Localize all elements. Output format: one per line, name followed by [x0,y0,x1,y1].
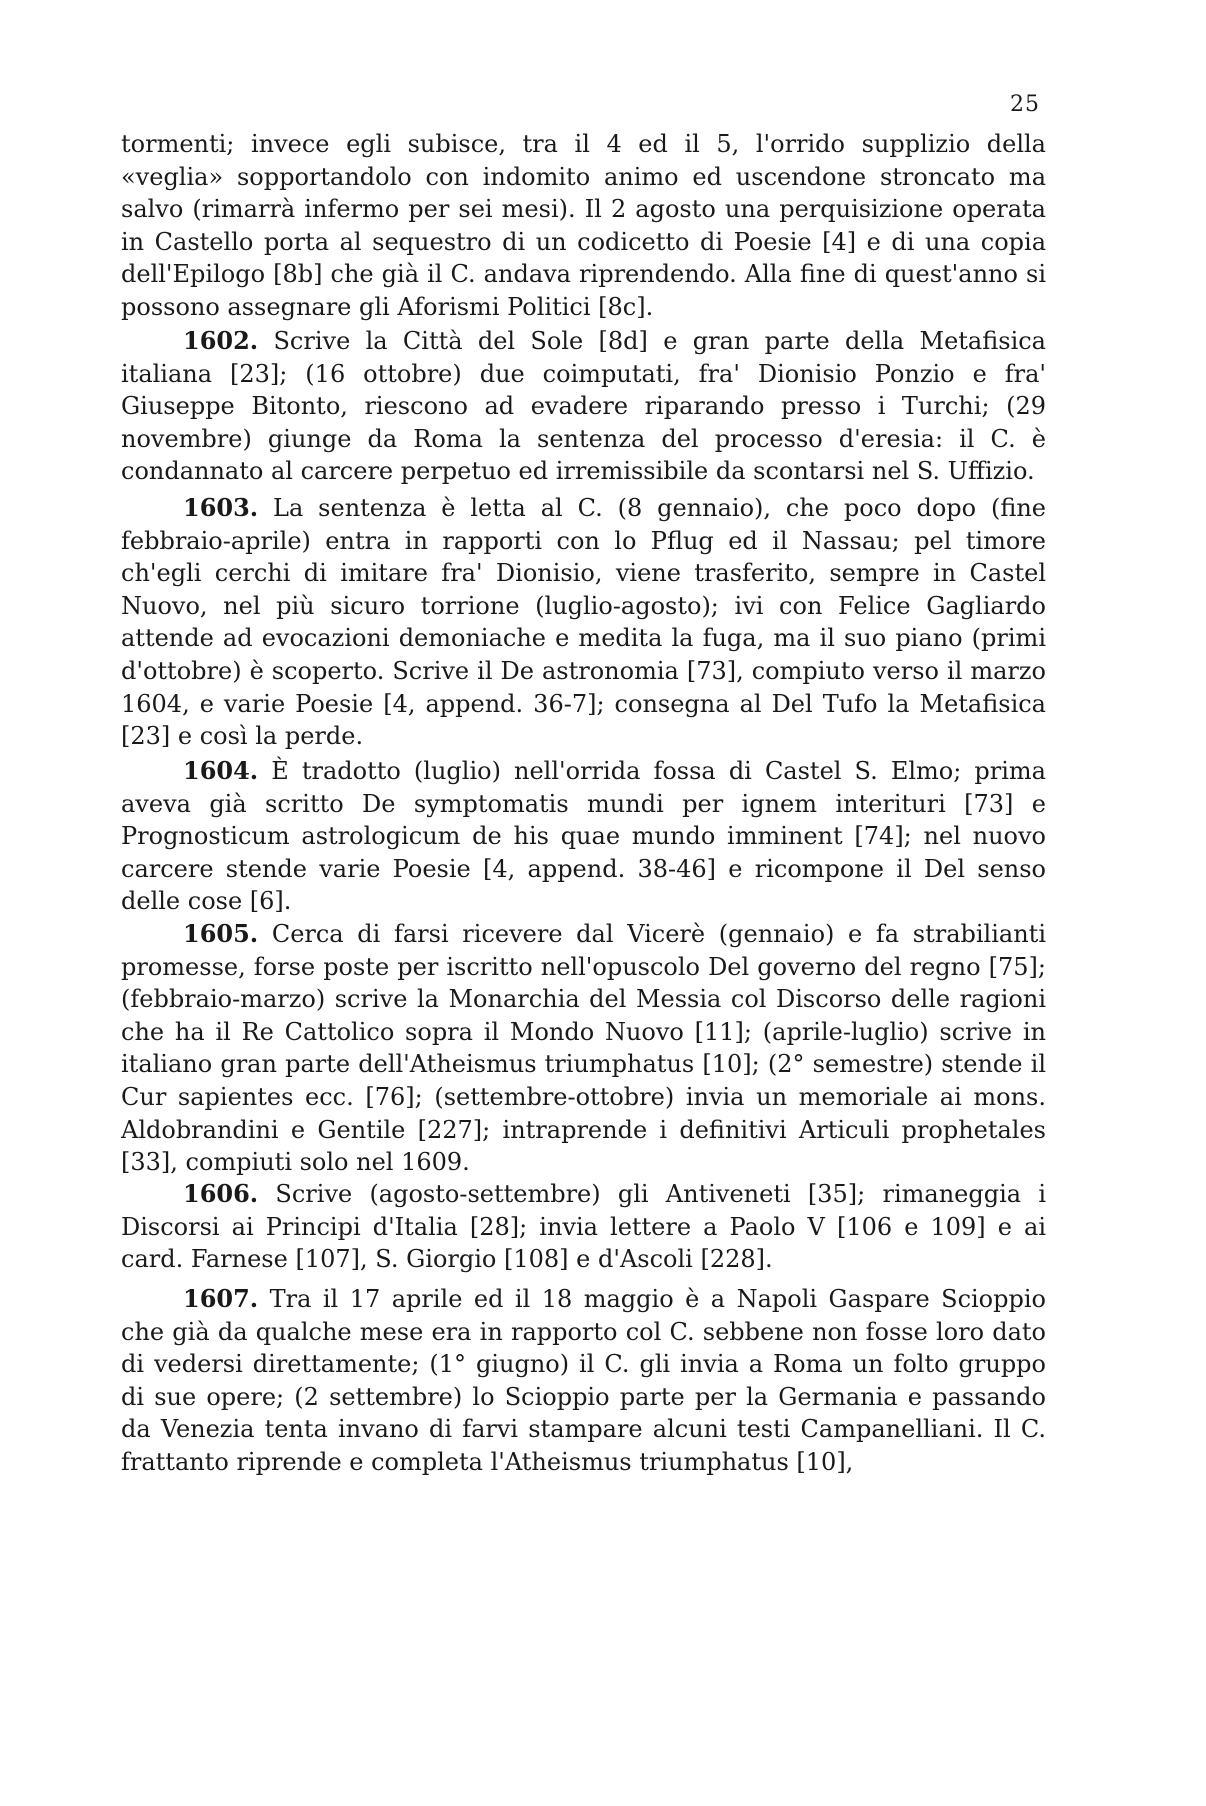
paragraph-text: È tradotto (luglio) nell'orrida fossa di Castel S. Elmo; prima aveva già scritto De symptomatis mundi per ignem interituri [73] e Prognosticum astrologicum de his quae mundo imminent [74]; nel nuovo carcere stende varie Poesie [4, append. 38-46] e ricompone il Del senso delle cose [6]. [121,757,1046,916]
paragraph-text: Cerca di farsi ricevere dal Vicerè (gennaio) e fa strabilianti promesse, forse poste per iscritto nell'opuscolo Del governo del regno [75]; (febbraio-marzo) scrive la Monarchia del Messia col Discorso delle ragioni che ha il Re Cattolico sopra il Mondo Nuovo [11]; (aprile-luglio) scrive in italiano gran parte dell'Atheismus triumphatus [10]; (2° semestre) stende il Cur sapientes ecc. [76]; (settembre-ottobre) invia un memoriale ai mons. Aldobrandini e Gentile [227]; intraprende i definitivi Articuli prophetales [33], compiuti solo nel 1609. [121,920,1046,1177]
paragraph-1607 [121,1283,1046,1479]
paragraph-text: La sentenza è letta al C. (8 gennaio), che poco dopo (fine febbraio-aprile) entra in rapporti con lo Pflug ed il Nassau; pel timore ch'egli cerchi di imitare fra' Dionisio, viene trasferito, sempre in Castel Nuovo, nel più sicuro torrione (luglio-agosto); ivi con Felice Gagliardo attende ad evocazioni demoniache e medita la fuga, ma il suo piano (primi d'ottobre) è scoperto. Scrive il De astronomia [73], compiuto verso il marzo 1604, e varie Poesie [4, append. 36-7]; consegna al Del Tufo la Metafisica [23] e così la perde. [121,494,1046,751]
paragraph-1605 [121,918,1046,1179]
paragraph-1602 [121,325,1046,488]
year-heading: 1606. [183,1179,259,1208]
year-heading: 1607. [183,1284,259,1313]
year-heading: 1603. [183,493,259,522]
page-number: 25 [1010,92,1040,117]
year-heading: 1604. [183,756,259,785]
paragraph-text: Scrive la Città del Sole [8d] e gran parte della Metafisica italiana [23]; (16 ottobre) due coimputati, fra' Dionisio Ponzio e fra' Giuseppe Bitonto, riescono ad evadere riparando presso i Turchi; (29 novembre) giunge da Roma la sentenza del processo d'eresia: il C. è condannato al carcere perpetuo ed irremissibile da scontarsi nel S. Uffizio. [121,327,1046,486]
paragraph-intro [121,128,1046,324]
paragraph-1604 [121,755,1046,918]
year-heading: 1602. [183,326,259,355]
paragraph-1606 [121,1178,1046,1276]
paragraph-1603 [121,492,1046,753]
paragraph-text: Scrive (agosto-settembre) gli Antiveneti [35]; rimaneggia i Discorsi ai Principi d'Italia [28]; invia lettere a Paolo V [106 e 109] e ai card. Farnese [107], S. Giorgio [108] e d'Ascoli [228]. [121,1180,1046,1274]
paragraph-text: Tra il 17 aprile ed il 18 maggio è a Napoli Gaspare Scioppio che già da qualche mese era in rapporto col C. sebbene non fosse loro dato di vedersi direttamente; (1° giugno) il C. gli invia a Roma un folto gruppo di sue opere; (2 settembre) lo Scioppio parte per la Germania e passando da Venezia tenta invano di farvi stampare alcuni testi Campanelliani. Il C. frattanto riprende e completa l'Atheismus triumphatus [10], [121,1285,1046,1476]
paragraph-text: tormenti; invece egli subisce, tra il 4 ed il 5, l'orrido supplizio della «veglia» sopportandolo con indomito animo ed uscendone stroncato ma salvo (rimarrà infermo per sei mesi). Il 2 agosto una perquisizione operata in Castello porta al sequestro di un codicetto di Poesie [4] e di una copia dell'Epilogo [8b] che già il C. andava riprendendo. Alla fine di quest'anno si possono assegnare gli Aforismi Politici [8c]. [121,130,1046,321]
year-heading: 1605. [183,919,259,948]
